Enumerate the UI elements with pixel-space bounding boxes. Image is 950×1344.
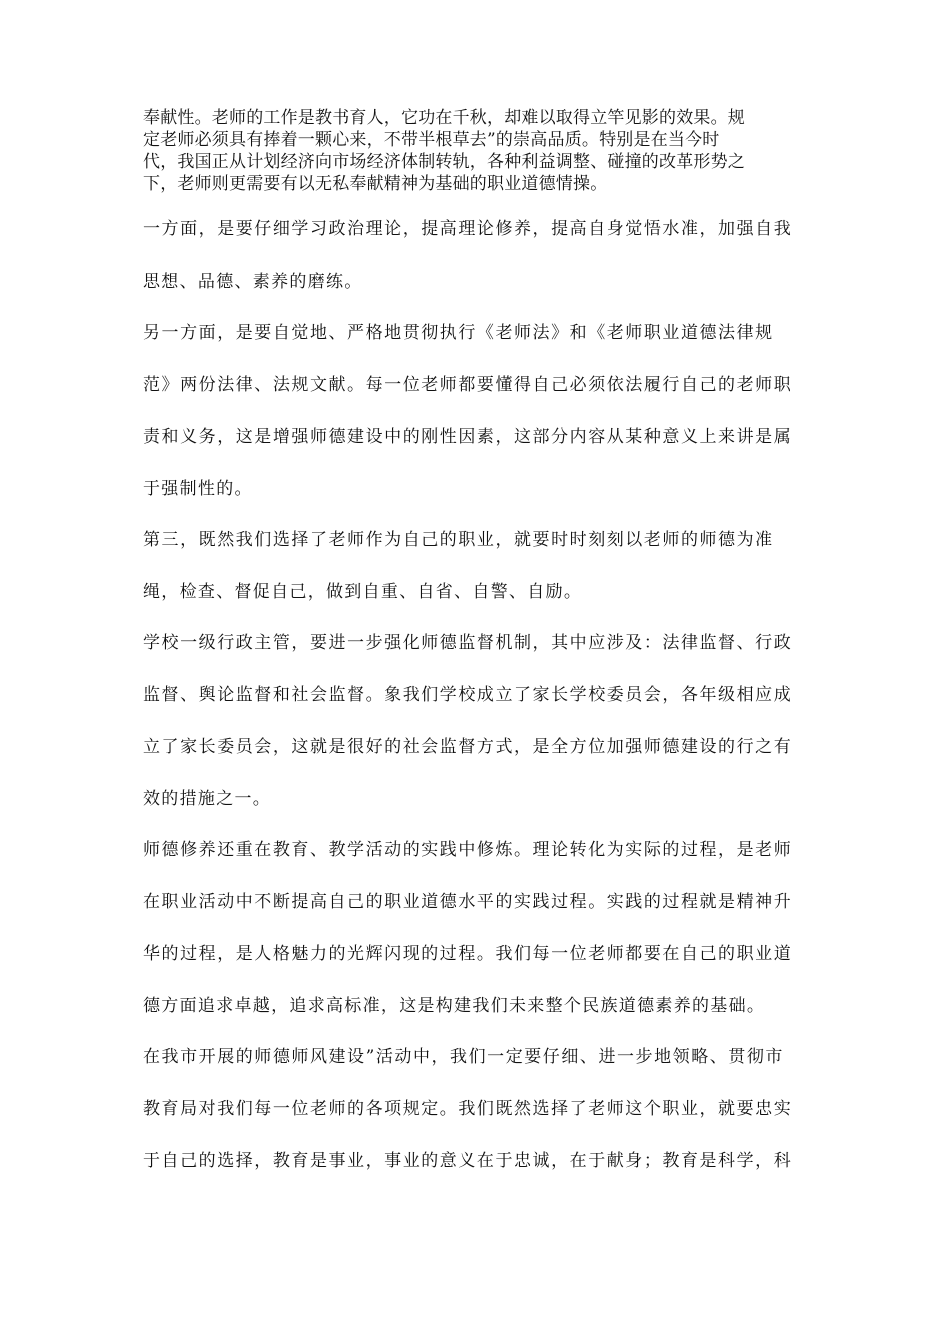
text-line: 思想、品德、素养的磨练。 [143,272,363,292]
text-line: 效的措施之一。 [143,789,272,809]
text-line: 另一方面，是要自觉地、严格地贯彻执行《老师法》和《老师职业道德法律规 [143,323,774,343]
text-line: 于自己的选择，教育是事业，事业的意义在于忠诚，在于献身；教育是科学，科 [143,1151,793,1171]
text-line: 立了家长委员会，这就是很好的社会监督方式，是全方位加强师德建设的行之有 [143,737,793,757]
text-line: 范》两份法律、法规文献。每一位老师都要懂得自己必须依法履行自己的老师职 [143,375,793,395]
text-line: 于强制性的。 [143,479,253,499]
text-line: 学校一级行政主管，要进一步强化师德监督机制，其中应涉及：法律监督、行政 [143,633,793,653]
text-line: 师德修养还重在教育、教学活动的实践中修炼。理论转化为实际的过程，是老师 [143,840,793,860]
text-line: 监督、舆论监督和社会监督。象我们学校成立了家长学校委员会，各年级相应成 [143,685,793,705]
text-line: 在我市开展的师德师风建设”活动中，我们一定要仔细、进一步地领略、贯彻市 [143,1047,784,1067]
text-line: 下，老师则更需要有以无私奉献精神为基础的职业道德情操。 [143,174,608,194]
text-line: 奉献性。老师的工作是教书育人，它功在千秋，却难以取得立竿见影的效果。规 [143,108,745,128]
text-line: 代，我国正从计划经济向市场经济体制转轨，各种利益调整、碰撞的改革形势之 [143,152,745,172]
text-line: 在职业活动中不断提高自己的职业道德水平的实践过程。实践的过程就是精神升 [143,892,793,912]
text-line: 定老师必须具有捧着一颗心来，不带半根草去”的崇高品质。特别是在当今时 [143,130,720,150]
text-line: 一方面，是要仔细学习政治理论，提高理论修养，提高自身觉悟水准，加强自我 [143,219,793,239]
text-line: 华的过程，是人格魅力的光辉闪现的过程。我们每一位老师都要在自己的职业道 [143,944,793,964]
text-line: 第三，既然我们选择了老师作为自己的职业，就要时时刻刻以老师的师德为准 [143,530,774,550]
text-line: 德方面追求卓越，追求高标准，这是构建我们未来整个民族道德素养的基础。 [143,996,766,1016]
text-line: 责和义务，这是增强师德建设中的刚性因素，这部分内容从某种意义上来讲是属 [143,427,793,447]
text-line: 绳，检查、督促自己，做到自重、自省、自警、自励。 [143,582,583,602]
intro-paragraph [143,107,823,195]
text-line: 教育局对我们每一位老师的各项规定。我们既然选择了老师这个职业，就要忠实 [143,1099,793,1119]
